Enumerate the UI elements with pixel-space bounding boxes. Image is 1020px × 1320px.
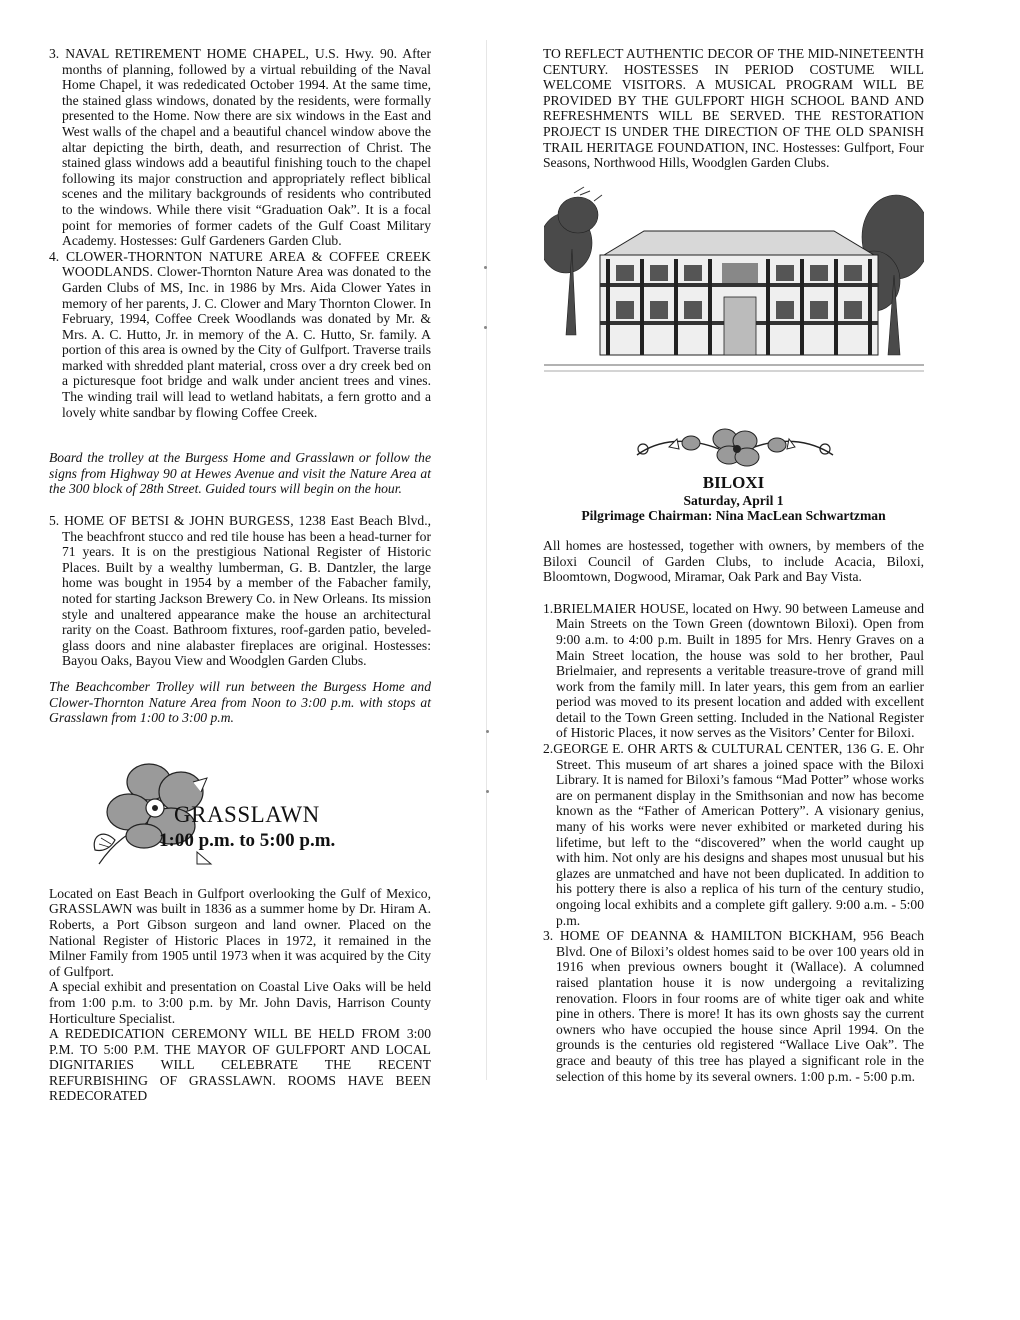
biloxi-date: Saturday, April 1	[683, 492, 784, 508]
biloxi-chairman: Pilgrimage Chairman: Nina MacLean Schwartzman	[581, 508, 886, 524]
left-column	[49, 46, 431, 1104]
trolley-note: Board the trolley at the Burgess Home and Grasslawn or follow the signs from Highway 90 at Hewes Avenue and visit the Nature Area at the 300 block of 28th Street. Guided tours will begin on the hour.	[49, 450, 431, 497]
biloxi-item-2: 2.GEORGE E. OHR ARTS & CULTURAL CENTER, 136 G. E. Ohr Street. This museum of art shares a joined space with the Biloxi Library. It is named for Biloxi’s famous “Mad Potter” whose works are on permanent display in the Smithsonian and now has become known as the “Father of American Pottery”. A visionary genius, many of his works were never exhibited or marketed during his lifetime, but left to the “discovered” when the world caught up with him. Not only are his designs and shapes most unusual but his glazes are unmatched and have not been duplicated. In addition to his pottery there is also a replica of his turn of the century studio, ongoing local exhibits and a complete gift gallery. 9:00 a.m. - 5:00 p.m.	[543, 741, 924, 928]
grasslawn-paragraph-2: A special exhibit and presentation on Coastal Live Oaks will be held from 1:00 p.m. to 3:00 p.m. by Mr. John Davis, Harrison County Horticulture Specialist.	[49, 979, 431, 1026]
speck	[484, 266, 487, 269]
flower-vine-ornament	[629, 419, 839, 469]
beachcomber-note: The Beachcomber Trolley will run between the Burgess Home and Clower-Thornton Nature Area from Noon to 3:00 p.m. with stops at Grasslawn from 1:00 to 3:00 p.m.	[49, 678, 431, 726]
speck	[486, 730, 489, 733]
speck	[484, 326, 487, 329]
grasslawn-header	[49, 752, 431, 874]
biloxi-intro: All homes are hostessed, together with owners, by members of the Biloxi Council of Garden Clubs, to include Acacia, Biloxi, Bloomtown, Dogwood, Miramar, Oak Park and Bay Vista.	[543, 537, 924, 585]
grasslawn-paragraph-3: A REDEDICATION CEREMONY WILL BE HELD FROM 3:00 P.M. TO 5:00 P.M. THE MAYOR OF GULFPORT AND LOCAL DIGNITARIES WILL CELEBRATE THE RECENT REFURBISHING OF GRASSLAWN. ROOMS HAVE BEEN REDECORATED	[49, 1026, 431, 1104]
grasslawn-paragraph-1: Located on East Beach in Gulfport overlooking the Gulf of Mexico, GRASSLAWN was built in 1836 as a summer home by Dr. Hiram A. Roberts, a Port Gibson surgeon and land owner. Placed on the National Register of Historic Places in 1972, it remained in the Milner Family from 1905 until 1973 when it was acquired by the City of Gulfport.	[49, 885, 431, 979]
tour-item-4: 4. CLOWER-THORNTON NATURE AREA & COFFEE CREEK WOODLANDS. Clower-Thornton Nature Area was donated to the Garden Clubs of MS, Inc. in 1986 by Mrs. Aida Clower Yates in memory of her parents, J. C. Clower and Mary Thornton Clower. In February, 1994, Coffee Creek Woodlands was donated by Mr. & Mrs. A. C. Hutto, Jr. in memory of the A. C. Hutto, Sr. family. A portion of this area is owned by the City of Gulfport. Traverse trails marked with shredded plant material, cross over a dry creek bed on a picturesque foot bridge and walk under ancient trees and vines. The winding trail will lead to wetland habitats, a fern grotto and a lovely white sandbar by flowing Coffee Creek.	[49, 248, 431, 420]
speck	[486, 790, 489, 793]
grasslawn-continued: TO REFLECT AUTHENTIC DECOR OF THE MID-NINETEENTH CENTURY. HOSTESSES IN PERIOD COSTUME WILL WELCOME VISITORS. A MUSICAL PROGRAM WILL BE PROVIDED BY THE GULFPORT HIGH SCHOOL BAND AND REFRESHMENTS WILL BE SERVED. THE RESTORATION PROJECT IS UNDER THE DIRECTION OF THE OLD SPANISH TRAIL HERITAGE FOUNDATION, INC. Hostesses: Gulfport, Four Seasons, Northwood Hills, Woodglen Garden Clubs.	[543, 46, 924, 171]
tour-item-3: 3. NAVAL RETIREMENT HOME CHAPEL, U.S. Hwy. 90. After months of planning, followed by a virtual rebuilding of the Naval Home Chapel, it was rededicated October 1994. At the same time, the stained glass windows, donated by the residents, were formally presented to the Home. Now there are six windows in the East and West walls of the chapel and a beautiful chancel window above the altar depicting the birth, death, and resurrection of Christ. The stained glass windows add a beautiful finishing touch to the chapel following its major construction and appropriately reflect biblical scenes and the military backgrounds of residents who contributed to the windows. While there visit “Graduation Oak”. It is a focal point for memories of former cadets of the Gulf Coast Military Academy. Hostesses: Gulf Gardeners Garden Club.	[49, 46, 431, 249]
biloxi-item-1: 1.BRIELMAIER HOUSE, located on Hwy. 90 between Lameuse and Main Streets on the Town Green (downtown Biloxi). Open from 9:00 a.m. to 4:00 p.m. Built in 1895 for Mrs. Henry Graves on a Main Street location, the house was sold to her brother, Paul Brielmaier, and represents a veritable treasure-trove of grand mill work from the family mill. In later years, this gem from an earlier period was moved to its present location and added with excellent detail to the Town Green setting. Included in the National Register of Historic Places, it now serves as the Visitors’ Center for Biloxi.	[543, 600, 924, 741]
grasslawn-time: 1:00 p.m. to 5:00 p.m.	[159, 829, 336, 851]
right-column	[543, 46, 924, 1084]
grasslawn-title: GRASSLAWN	[174, 801, 320, 827]
biloxi-title: BILOXI	[702, 472, 765, 492]
biloxi-item-3: 3. HOME OF DEANNA & HAMILTON BICKHAM, 956 Beach Blvd. One of Biloxi’s oldest homes said to be over 100 years old in 1916 when previous owners bought it (Wallace). A columned raised plantation house it is now undergoing a revitalizing renovation. Floors in four rooms are of white tiger oak and white pine in others. There is more! It has its own ghosts say the current owners who have occupied the house since April 1994. On the grounds is the centuries old registered “Wallace Live Oak”. The grace and beauty of this tree has played a significant role in the selection of this home by its several owners. 1:00 p.m. - 5:00 p.m.	[543, 928, 924, 1084]
column-divider	[486, 40, 487, 1080]
house-illustration	[544, 185, 924, 377]
tour-item-5: 5. HOME OF BETSI & JOHN BURGESS, 1238 East Beach Blvd., The beachfront stucco and red tile house has been a head-turner for 71 years. It is on the prestigious National Register of Historic Places. Built by a wealthy lumberman, G. B. Dantzler, the large home was bought in 1954 by a member of the Fabacher family, noted for starting Jackson Brewery Co. in New Orleans. Its mission style and unaltered appearance make the house an architectural rarity on the Coast. Bathroom fixtures, roof-garden patio, beveled-glass doors and nine alabaster fireplaces are original. Hostesses: Bayou Oaks, Bayou View and Woodglen Garden Clubs.	[49, 513, 431, 669]
